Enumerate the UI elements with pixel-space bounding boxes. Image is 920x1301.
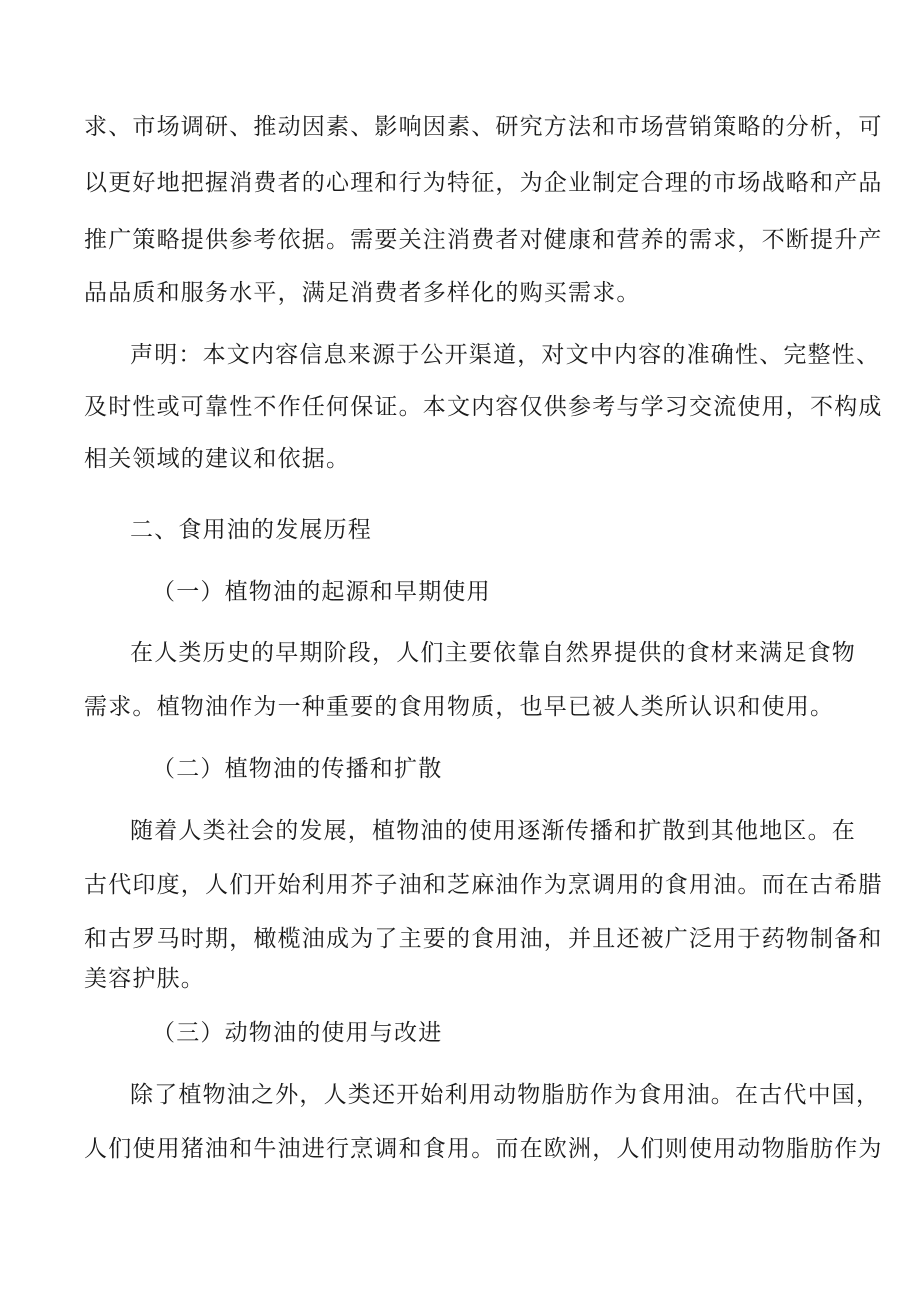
paragraph-line: 需求。植物油作为一种重要的食用物质，也早已被人类所认识和使用。 (84, 694, 835, 720)
paragraph-line: 推广策略提供参考依据。需要关注消费者对健康和营养的需求，不断提升产 (84, 227, 883, 253)
subsection-title-3: （三）动物油的使用与改进 (152, 1020, 443, 1046)
subsection-title-1: （一）植物油的起源和早期使用 (152, 579, 491, 605)
disclaimer-line: 相关领域的建议和依据。 (84, 446, 351, 472)
paragraph-line: 和古罗马时期，橄榄油成为了主要的食用油，并且还被广泛用于药物制备和 (84, 926, 883, 952)
disclaimer-line: 声明：本文内容信息来源于公开渠道，对文中内容的准确性、完整性、 (130, 342, 881, 368)
paragraph-line: 品品质和服务水平，满足消费者多样化的购买需求。 (84, 280, 641, 306)
subsection-title-2: （二）植物油的传播和扩散 (152, 756, 443, 782)
paragraph-line: 人们使用猪油和牛油进行烹调和食用。而在欧洲，人们则使用动物脂肪作为 (84, 1136, 883, 1162)
paragraph-line: 古代印度，人们开始利用芥子油和芝麻油作为烹调用的食用油。而在古希腊 (84, 872, 883, 898)
disclaimer-line: 及时性或可靠性不作任何保证。本文内容仅供参考与学习交流使用，不构成 (84, 394, 883, 420)
paragraph-line: 美容护肤。 (84, 966, 205, 992)
paragraph-line: 除了植物油之外，人类还开始利用动物脂肪作为食用油。在古代中国， (130, 1082, 881, 1108)
section-title: 二、食用油的发展历程 (130, 517, 372, 543)
paragraph-line: 随着人类社会的发展，植物油的使用逐渐传播和扩散到其他地区。在 (130, 818, 856, 844)
paragraph-line: 在人类历史的早期阶段，人们主要依靠自然界提供的食材来满足食物 (130, 640, 856, 666)
paragraph-line: 以更好地把握消费者的心理和行为特征，为企业制定合理的市场战略和产品 (84, 170, 883, 196)
paragraph-line: 求、市场调研、推动因素、影响因素、研究方法和市场营销策略的分析，可 (84, 114, 883, 140)
